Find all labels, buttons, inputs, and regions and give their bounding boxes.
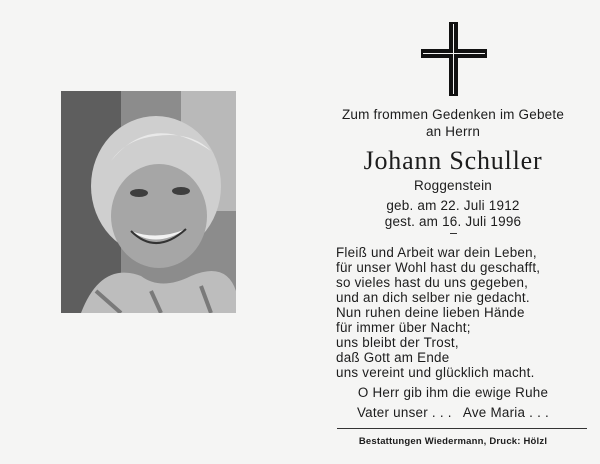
poem-line: daß Gott am Ende [336,350,450,365]
footer-credits: Bestattungen Wiedermann, Druck: Hölzl [358,436,548,447]
poem-line: Fleiß und Arbeit war dein Leben, [336,245,537,260]
poem-line: für immer über Nacht; [336,320,471,335]
cross-icon [421,22,487,96]
poem-line: so vieles hast du uns gegeben, [336,275,529,290]
poem-line: für unser Wohl hast du geschafft, [336,260,541,275]
prayers-line: Vater unser . . . Ave Maria . . . [356,405,550,420]
footer-rule [337,428,587,429]
poem-line: uns vereint und glücklich macht. [336,365,535,380]
poem-line: uns bleibt der Trost, [336,335,459,350]
deceased-name: Johann Schuller [363,146,543,175]
poem-line: und an dich selber nie gedacht. [336,290,530,305]
divider-dash [450,233,457,234]
poem-line: Nun ruhen deine lieben Hände [336,305,525,320]
prayer-line: O Herr gib ihm die ewige Ruhe [357,385,549,400]
intro-line-2: an Herrn [425,124,481,139]
portrait-photo [61,91,236,313]
hometown: Roggenstein [413,178,492,193]
death-date: gest. am 16. Juli 1996 [384,214,522,229]
birth-date: geb. am 22. Juli 1912 [386,198,520,213]
intro-line-1: Zum frommen Gedenken im Gebete [341,107,565,122]
